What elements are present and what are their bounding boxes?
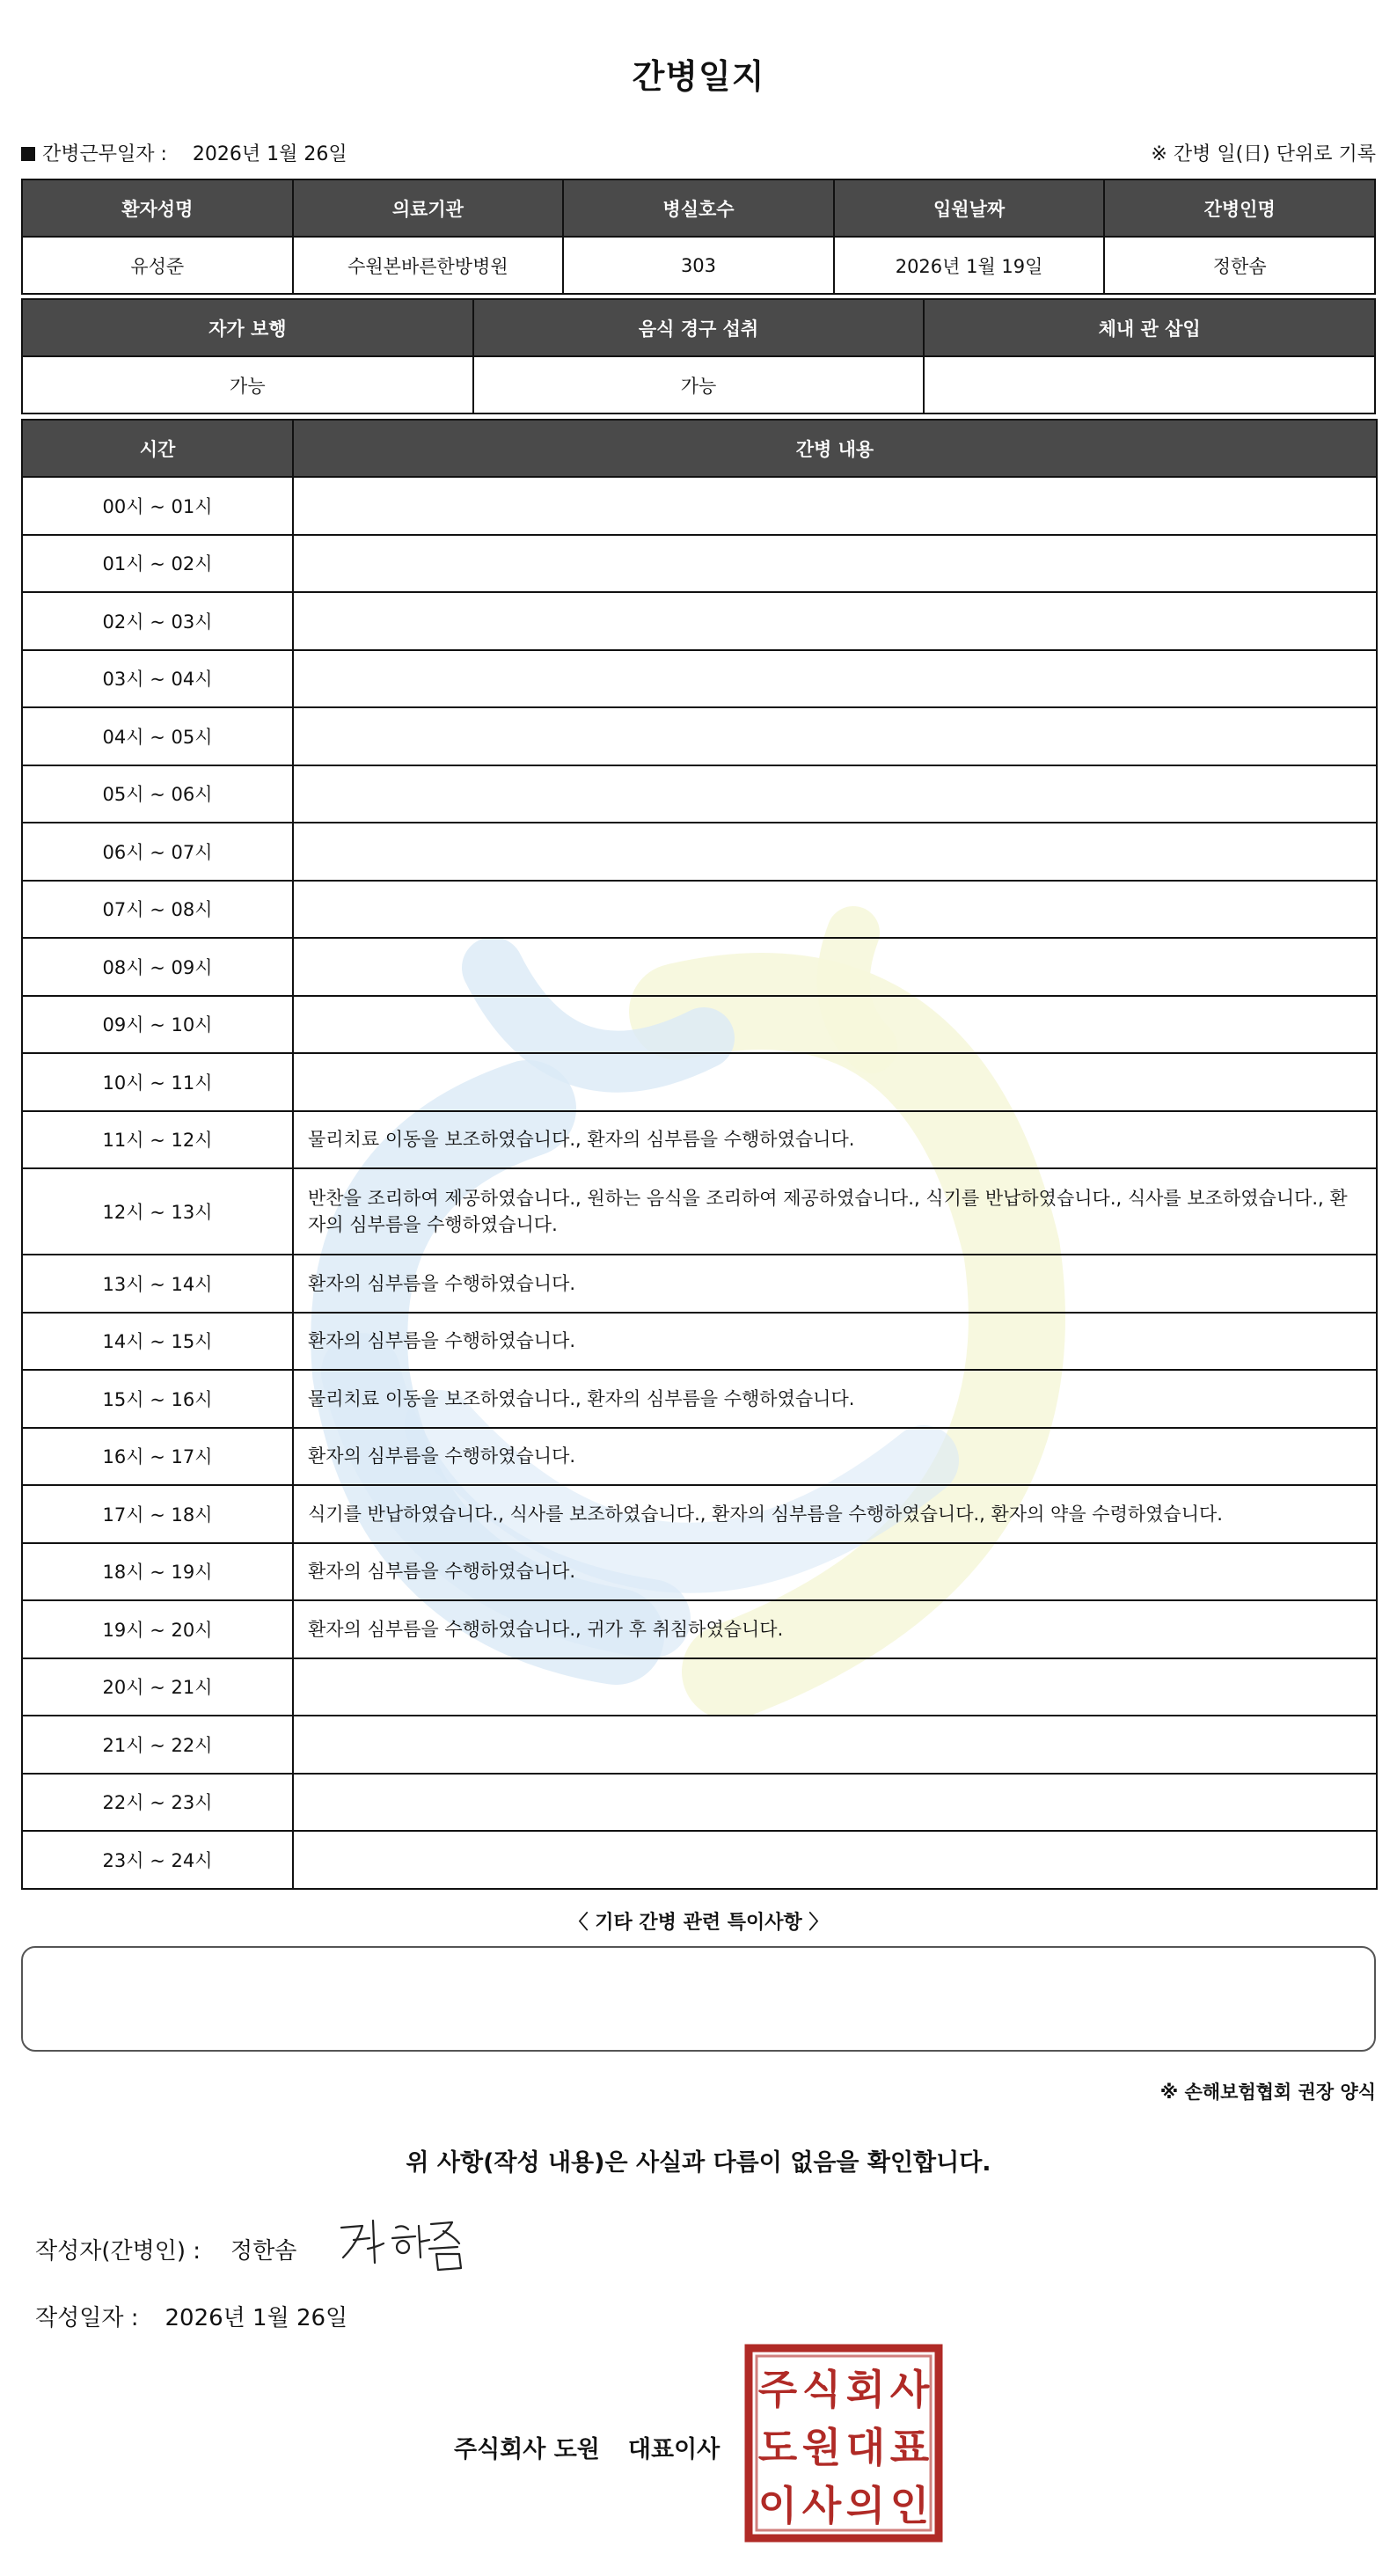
log-content-cell <box>293 823 1377 881</box>
header-self-walking: 자가 보행 <box>22 299 473 356</box>
condition-table <box>21 298 1376 414</box>
table-row <box>22 1168 1377 1255</box>
table-row <box>22 1428 1377 1486</box>
table-row <box>22 1543 1377 1601</box>
log-time-cell: 08시 ~ 09시 <box>22 938 293 996</box>
table-row <box>22 823 1377 881</box>
header-time: 시간 <box>22 420 293 477</box>
log-time-cell: 17시 ~ 18시 <box>22 1485 293 1543</box>
log-time-cell: 07시 ~ 08시 <box>22 881 293 939</box>
table-row <box>22 1370 1377 1428</box>
header-patient-name: 환자성명 <box>22 179 293 237</box>
table-row <box>22 765 1377 823</box>
handwritten-signature <box>334 2208 484 2279</box>
table-row <box>22 1831 1377 1889</box>
caregiver-name: 정한솜 <box>1104 237 1375 294</box>
log-time-cell: 23시 ~ 24시 <box>22 1831 293 1889</box>
work-date-label: 간병근무일자 : <box>42 143 167 165</box>
header-room-number: 병실호수 <box>563 179 834 237</box>
log-time-cell: 19시 ~ 20시 <box>22 1600 293 1658</box>
table-row <box>22 535 1377 593</box>
log-time-cell: 04시 ~ 05시 <box>22 707 293 765</box>
log-content-cell <box>293 1831 1377 1889</box>
log-content-cell <box>293 765 1377 823</box>
work-date-value: 2026년 1월 26일 <box>192 143 347 165</box>
tube-insertion <box>924 356 1375 413</box>
log-time-cell: 14시 ~ 15시 <box>22 1313 293 1371</box>
table-row <box>22 1774 1377 1832</box>
header-care-content: 간병 내용 <box>293 420 1377 477</box>
company-seal-stamp <box>744 2344 943 2543</box>
confirmation-statement: 위 사항(작성 내용)은 사실과 다름이 없음을 확인합니다. <box>406 2149 991 2177</box>
log-content-cell <box>293 881 1377 939</box>
room-number: 303 <box>563 237 834 294</box>
table-row <box>22 1485 1377 1543</box>
document-title: 간병일지 <box>632 57 765 96</box>
log-time-cell: 00시 ~ 01시 <box>22 477 293 535</box>
seal-char: 주 <box>757 2366 798 2413</box>
seal-char: 인 <box>889 2482 930 2529</box>
log-time-cell: 09시 ~ 10시 <box>22 996 293 1054</box>
company-name: 주식회사 도원 <box>454 2436 600 2463</box>
log-time-cell: 06시 ~ 07시 <box>22 823 293 881</box>
admission-date: 2026년 1월 19일 <box>834 237 1105 294</box>
header-caregiver-name: 간병인명 <box>1104 179 1375 237</box>
log-content-cell <box>293 938 1377 996</box>
square-bullet-icon <box>21 147 35 161</box>
writer-line <box>35 2233 296 2265</box>
header-institution: 의료기관 <box>293 179 564 237</box>
log-time-cell: 22시 ~ 23시 <box>22 1774 293 1832</box>
header-tube-insertion: 체내 관 삽입 <box>924 299 1375 356</box>
log-time-cell: 15시 ~ 16시 <box>22 1370 293 1428</box>
log-time-cell: 21시 ~ 22시 <box>22 1716 293 1774</box>
patient-name: 유성준 <box>22 237 293 294</box>
log-content-cell: 식기를 반납하였습니다., 식사를 보조하였습니다., 환자의 심부름을 수행하였습니다., 환자의 약을 수령하였습니다. <box>293 1485 1377 1543</box>
seal-char: 이 <box>757 2482 798 2529</box>
log-time-cell: 10시 ~ 11시 <box>22 1053 293 1111</box>
log-content-cell: 환자의 심부름을 수행하였습니다., 귀가 후 취침하였습니다. <box>293 1600 1377 1658</box>
header-admission-date: 입원날짜 <box>834 179 1105 237</box>
table-row <box>22 1313 1377 1371</box>
table-row <box>22 1600 1377 1658</box>
self-walking: 가능 <box>22 356 473 413</box>
log-time-cell: 12시 ~ 13시 <box>22 1168 293 1255</box>
log-content-cell <box>293 535 1377 593</box>
table-row <box>22 1658 1377 1716</box>
log-content-cell <box>293 1053 1377 1111</box>
table-row <box>22 1111 1377 1169</box>
log-time-cell: 20시 ~ 21시 <box>22 1658 293 1716</box>
special-notes-box <box>21 1946 1376 2052</box>
log-content-cell: 환자의 심부름을 수행하였습니다. <box>293 1313 1377 1371</box>
work-date-block <box>21 139 347 166</box>
log-content-cell <box>293 1658 1377 1716</box>
log-content-cell: 물리치료 이동을 보조하였습니다., 환자의 심부름을 수행하였습니다. <box>293 1111 1377 1169</box>
log-content-cell <box>293 1774 1377 1832</box>
table-row <box>22 881 1377 939</box>
log-content-cell: 환자의 심부름을 수행하였습니다. <box>293 1428 1377 1486</box>
write-date-line <box>35 2300 347 2332</box>
seal-char: 도 <box>757 2424 798 2471</box>
table-row <box>22 1716 1377 1774</box>
log-content-cell <box>293 996 1377 1054</box>
log-content-cell <box>293 1716 1377 1774</box>
write-date-value: 2026년 1월 26일 <box>165 2305 348 2331</box>
table-row <box>22 996 1377 1054</box>
special-notes-title: 〈 기타 간병 관련 특이사항 〉 <box>568 1912 829 1934</box>
header-oral-intake: 음식 경구 섭취 <box>473 299 925 356</box>
log-time-cell: 13시 ~ 14시 <box>22 1255 293 1313</box>
seal-char: 의 <box>845 2482 886 2529</box>
seal-char: 사 <box>889 2366 930 2413</box>
seal-char: 식 <box>801 2366 842 2413</box>
writer-label: 작성자(간병인) : <box>35 2238 201 2265</box>
recommended-form-note: ※ 손해보험협회 권장 양식 <box>1159 2082 1376 2103</box>
oral-intake: 가능 <box>473 356 925 413</box>
table-row <box>22 592 1377 650</box>
patient-info-table <box>21 179 1376 295</box>
log-content-cell <box>293 707 1377 765</box>
seal-char: 표 <box>889 2424 930 2471</box>
seal-char: 대 <box>845 2424 886 2471</box>
seal-char: 회 <box>845 2366 886 2413</box>
log-time-cell: 02시 ~ 03시 <box>22 592 293 650</box>
log-content-cell: 물리치료 이동을 보조하였습니다., 환자의 심부름을 수행하였습니다. <box>293 1370 1377 1428</box>
log-content-cell <box>293 650 1377 708</box>
log-content-cell: 환자의 심부름을 수행하였습니다. <box>293 1543 1377 1601</box>
log-content-cell <box>293 592 1377 650</box>
care-log-table <box>21 419 1378 1890</box>
log-time-cell: 16시 ~ 17시 <box>22 1428 293 1486</box>
seal-char: 사 <box>801 2482 842 2529</box>
ceo-title: 대표이사 <box>627 2436 720 2463</box>
table-row <box>22 650 1377 708</box>
table-row <box>22 1053 1377 1111</box>
log-time-cell: 03시 ~ 04시 <box>22 650 293 708</box>
write-date-label: 작성일자 : <box>35 2305 139 2331</box>
institution: 수원본바른한방병원 <box>293 237 564 294</box>
log-time-cell: 01시 ~ 02시 <box>22 535 293 593</box>
table-row <box>22 938 1377 996</box>
table-row <box>22 1255 1377 1313</box>
company-line <box>454 2430 720 2464</box>
writer-name: 정한솜 <box>230 2238 297 2265</box>
log-time-cell: 11시 ~ 12시 <box>22 1111 293 1169</box>
log-content-cell: 환자의 심부름을 수행하였습니다. <box>293 1255 1377 1313</box>
record-unit-note: ※ 간병 일(日) 단위로 기록 <box>1151 143 1376 165</box>
table-row <box>22 477 1377 535</box>
table-row <box>22 707 1377 765</box>
seal-char: 원 <box>801 2424 842 2471</box>
care-log-rows <box>22 477 1377 1889</box>
log-content-cell: 반찬을 조리하여 제공하였습니다., 원하는 음식을 조리하여 제공하였습니다., 식기를 반납하였습니다., 식사를 보조하였습니다., 환자의 심부름을 수행하였습니다. <box>293 1168 1377 1255</box>
log-time-cell: 05시 ~ 06시 <box>22 765 293 823</box>
log-content-cell <box>293 477 1377 535</box>
log-time-cell: 18시 ~ 19시 <box>22 1543 293 1601</box>
meta-row <box>21 139 1376 169</box>
